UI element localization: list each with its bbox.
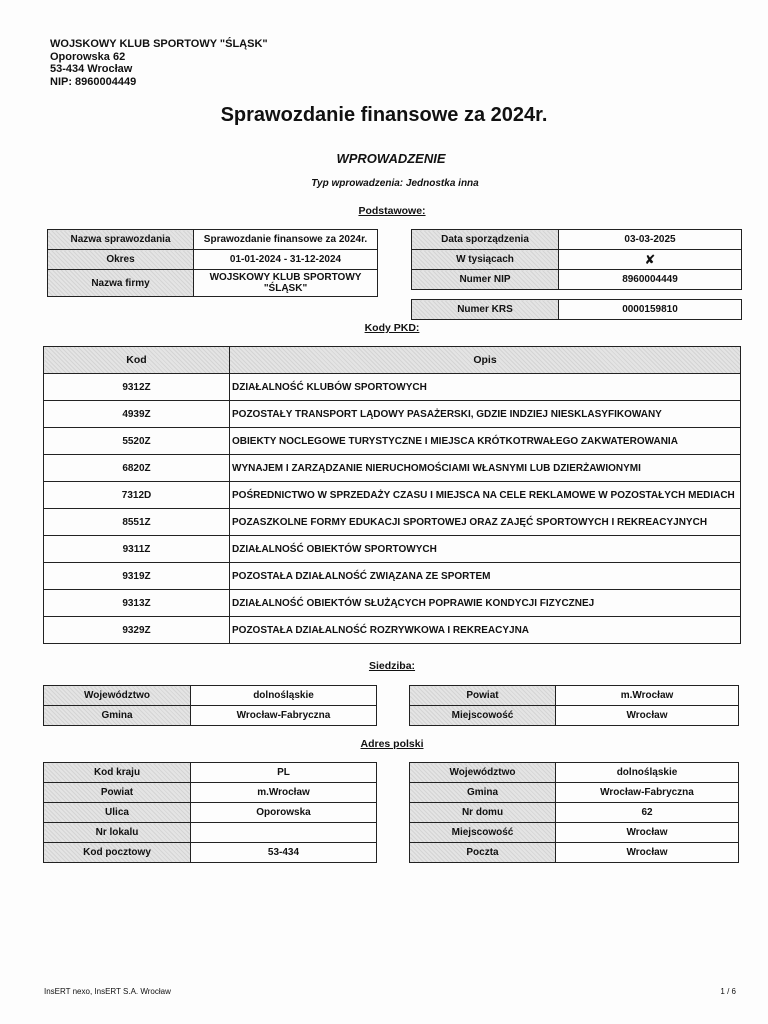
pkd-kod: 8551Z <box>44 509 230 536</box>
pkd-opis: POZOSTAŁY TRANSPORT LĄDOWY PASAŻERSKI, GDZIE INDZIEJ NIESKLASYFIKOWANY <box>230 401 741 428</box>
value-powiat: m.Wrocław <box>191 783 377 803</box>
label-powiat: Powiat <box>44 783 191 803</box>
value-ulica: Oporowska <box>191 803 377 823</box>
label-gmina: Gmina <box>410 783 556 803</box>
table-row <box>44 482 741 509</box>
cross-mark-icon: ✘ <box>559 250 742 270</box>
value-gmina: Wrocław-Fabryczna <box>556 783 739 803</box>
typ-wprowadzenia: Typ wprowadzenia: Jednostka inna <box>311 178 479 189</box>
value-miejscowosc: Wrocław <box>556 823 739 843</box>
pkd-opis: POZOSTAŁA DZIAŁALNOŚĆ ROZRYWKOWA I REKREACYJNA <box>230 617 741 644</box>
value-numer-nip: 8960004449 <box>559 270 742 290</box>
table-row <box>44 509 741 536</box>
value-kod-pocztowy: 53-434 <box>191 843 377 863</box>
label-kod-kraju: Kod kraju <box>44 763 191 783</box>
value-wojewodztwo: dolnośląskie <box>556 763 739 783</box>
pkd-opis: DZIAŁALNOŚĆ OBIEKTÓW SPORTOWYCH <box>230 536 741 563</box>
table-row <box>44 590 741 617</box>
label-kod-pocztowy: Kod pocztowy <box>44 843 191 863</box>
pkd-opis: WYNAJEM I ZARZĄDZANIE NIERUCHOMOŚCIAMI WŁASNYMI LUB DZIERŻAWIONYMI <box>230 455 741 482</box>
page-number: 1 / 6 <box>720 987 736 996</box>
label-data-sporzadzenia: Data sporządzenia <box>412 230 559 250</box>
label-w-tysiacach: W tysiącach <box>412 250 559 270</box>
pkd-kod: 9319Z <box>44 563 230 590</box>
table-row <box>44 428 741 455</box>
table-row <box>44 374 741 401</box>
page-title: Sprawozdanie finansowe za 2024r. <box>220 104 548 126</box>
company-name: WOJSKOWY KLUB SPORTOWY "ŚLĄSK" <box>50 38 268 50</box>
pkd-kod: 9329Z <box>44 617 230 644</box>
siedziba-heading: Siedziba: <box>368 660 416 672</box>
company-city: 53-434 Wrocław <box>50 63 133 75</box>
pkd-opis: OBIEKTY NOCLEGOWE TURYSTYCZNE I MIEJSCA KRÓTKOTRWAŁEGO ZAKWATEROWANIA <box>230 428 741 455</box>
podstawowe-left-table <box>47 229 378 297</box>
value-miejscowosc: Wrocław <box>556 706 739 726</box>
value-numer-krs: 0000159810 <box>559 300 742 320</box>
value-okres: 01-01-2024 - 31-12-2024 <box>194 250 378 270</box>
pkd-opis: POŚREDNICTWO W SPRZEDAŻY CZASU I MIEJSCA NA CELE REKLAMOWE W POZOSTAŁYCH MEDIACH <box>230 482 741 509</box>
pkd-kod: 4939Z <box>44 401 230 428</box>
label-poczta: Poczta <box>410 843 556 863</box>
adres-left-table <box>43 762 377 863</box>
podstawowe-heading: Podstawowe: <box>358 205 426 217</box>
label-miejscowosc: Miejscowość <box>410 823 556 843</box>
table-row <box>44 401 741 428</box>
pkd-table <box>43 346 741 644</box>
table-row <box>44 455 741 482</box>
adres-heading: Adres polski <box>360 738 424 750</box>
label-powiat: Powiat <box>410 686 556 706</box>
value-kod-kraju: PL <box>191 763 377 783</box>
pkd-opis: DZIAŁALNOŚĆ KLUBÓW SPORTOWYCH <box>230 374 741 401</box>
label-gmina: Gmina <box>44 706 191 726</box>
pkd-kod: 9313Z <box>44 590 230 617</box>
table-row <box>44 563 741 590</box>
krs-table <box>411 299 742 320</box>
label-nr-lokalu: Nr lokalu <box>44 823 191 843</box>
label-numer-krs: Numer KRS <box>412 300 559 320</box>
company-nip: NIP: 8960004449 <box>50 75 137 88</box>
value-poczta: Wrocław <box>556 843 739 863</box>
pkd-kod: 6820Z <box>44 455 230 482</box>
adres-right-table <box>409 762 739 863</box>
siedziba-left-table <box>43 685 377 726</box>
pkd-kod: 7312D <box>44 482 230 509</box>
company-street: Oporowska 62 <box>50 50 126 63</box>
table-row <box>44 617 741 644</box>
pkd-opis: POZOSTAŁA DZIAŁALNOŚĆ ZWIĄZANA ZE SPORTEM <box>230 563 741 590</box>
label-nazwa-firmy: Nazwa firmy <box>48 270 194 297</box>
podstawowe-right-table <box>411 229 742 290</box>
value-nazwa-firmy: WOJSKOWY KLUB SPORTOWY "ŚLĄSK" <box>194 270 378 297</box>
label-wojewodztwo: Województwo <box>410 763 556 783</box>
siedziba-right-table <box>409 685 739 726</box>
pkd-col-kod: Kod <box>44 347 230 374</box>
label-numer-nip: Numer NIP <box>412 270 559 290</box>
value-powiat: m.Wrocław <box>556 686 739 706</box>
pkd-kod: 5520Z <box>44 428 230 455</box>
label-nazwa-sprawozdania: Nazwa sprawozdania <box>48 230 194 250</box>
pkd-opis: DZIAŁALNOŚĆ OBIEKTÓW SŁUŻĄCYCH POPRAWIE KONDYCJI FIZYCZNEJ <box>230 590 741 617</box>
table-row <box>44 536 741 563</box>
label-nr-domu: Nr domu <box>410 803 556 823</box>
pkd-kod: 9312Z <box>44 374 230 401</box>
label-ulica: Ulica <box>44 803 191 823</box>
pkd-opis: POZASZKOLNE FORMY EDUKACJI SPORTOWEJ ORAZ ZAJĘĆ SPORTOWYCH I REKREACYJNYCH <box>230 509 741 536</box>
value-nazwa-sprawozdania: Sprawozdanie finansowe za 2024r. <box>194 230 378 250</box>
value-nr-lokalu <box>191 823 377 843</box>
value-gmina: Wrocław-Fabryczna <box>191 706 377 726</box>
label-okres: Okres <box>48 250 194 270</box>
label-wojewodztwo: Województwo <box>44 686 191 706</box>
value-data-sporzadzenia: 03-03-2025 <box>559 230 742 250</box>
value-nr-domu: 62 <box>556 803 739 823</box>
label-miejscowosc: Miejscowość <box>410 706 556 726</box>
pkd-col-opis: Opis <box>230 347 741 374</box>
pkd-heading: Kody PKD: <box>364 322 420 334</box>
company-header <box>50 38 268 88</box>
section-subtitle: WPROWADZENIE <box>336 151 446 166</box>
footer-software: InsERT nexo, InsERT S.A. Wrocław <box>44 987 171 996</box>
value-wojewodztwo: dolnośląskie <box>191 686 377 706</box>
pkd-kod: 9311Z <box>44 536 230 563</box>
